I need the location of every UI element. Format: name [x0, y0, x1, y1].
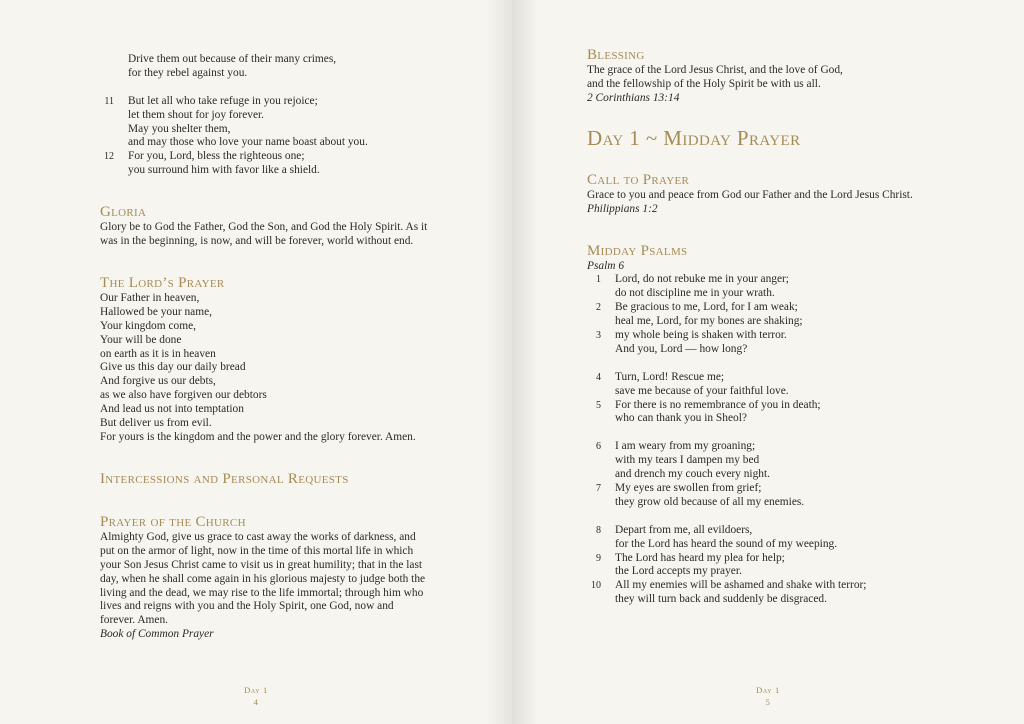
gutter-shadow — [486, 0, 512, 724]
section-heading-prayer-of-the-church: Prayer of the Church — [100, 513, 246, 530]
verse — [100, 95, 445, 151]
verse-line: But let all who take refuge in you rejoice; — [128, 94, 318, 107]
prayer-line: And lead us not into temptation — [100, 403, 244, 416]
source-citation: Book of Common Prayer — [100, 628, 214, 641]
verse — [587, 579, 932, 607]
blessing-line: and the fellowship of the Holy Spirit be with us all. — [587, 77, 821, 90]
verse — [587, 329, 932, 357]
verse — [587, 524, 932, 552]
verse-line: do not discipline me in your wrath. — [615, 287, 775, 300]
verse-number: 11 — [104, 95, 114, 107]
prayer-line: Give us this day our daily bread — [100, 361, 246, 374]
verse-line: I am weary from my groaning; — [615, 440, 756, 453]
page-number: 4 — [253, 697, 259, 707]
verse-line: the Lord accepts my prayer. — [615, 565, 742, 578]
church-prayer-line: Almighty God, give us grace to cast away the works of darkness, and — [100, 530, 416, 543]
verse — [587, 482, 932, 510]
verse-number: 5 — [596, 399, 601, 411]
verse-number: 12 — [104, 151, 114, 163]
church-prayer-line: forever. Amen. — [100, 614, 169, 627]
prayer-line: Your kingdom come, — [100, 319, 196, 332]
verse-line: for they rebel against you. — [128, 66, 248, 79]
church-prayer-line: lives and reigns with you and the Holy Spirit, one God, now and — [100, 600, 394, 613]
verse-line: Turn, Lord! Rescue me; — [615, 370, 725, 383]
church-prayer-line: put on the armor of light, now in the time of this mortal life in which — [100, 544, 414, 557]
left-page-content — [100, 53, 445, 642]
right-page-content — [587, 47, 932, 607]
section-heading-intercessions: Intercessions and Personal Requests — [100, 470, 349, 487]
gloria-line: Glory be to God the Father, God the Son, and God the Holy Spirit. As it — [100, 221, 428, 234]
verse-line: and may those who love your name boast about you. — [128, 136, 368, 149]
verse-number: 1 — [596, 274, 601, 286]
prayer-line: For yours is the kingdom and the power and the glory forever. Amen. — [100, 431, 416, 444]
verse-line: And you, Lord — how long? — [615, 342, 748, 355]
prayer-line: And forgive us our debts, — [100, 375, 216, 388]
prayer-line: Your will be done — [100, 333, 182, 346]
verse — [587, 301, 932, 329]
verse-number: 4 — [596, 371, 601, 383]
verse — [587, 440, 932, 482]
left-page-footer — [0, 684, 512, 708]
verse-line: they grow old because of all my enemies. — [615, 495, 805, 508]
call-line: Grace to you and peace from God our Father and the Lord Jesus Christ. — [587, 188, 913, 201]
verse-line: with my tears I dampen my bed — [615, 454, 760, 467]
church-prayer-line: your Son Jesus Christ came to visit us in great humility; that in the last — [100, 558, 423, 571]
verse-number: 8 — [596, 524, 601, 536]
verse — [587, 371, 932, 399]
page-number: 5 — [765, 697, 771, 707]
verse-line: you surround him with favor like a shield. — [128, 164, 320, 177]
section-heading-call-to-prayer: Call to Prayer — [587, 171, 690, 188]
verse — [100, 53, 445, 81]
source-citation: 2 Corinthians 13:14 — [587, 91, 680, 104]
section-heading-blessing: Blessing — [587, 47, 645, 63]
verse-number: 7 — [596, 483, 601, 494]
verse — [587, 399, 932, 427]
verse-line: for the Lord has heard the sound of my weeping. — [615, 537, 838, 550]
section-heading-gloria: Gloria — [100, 204, 147, 221]
verse-line: let them shout for joy forever. — [128, 108, 265, 121]
verse-number: 3 — [596, 330, 601, 342]
verse-line: Drive them out because of their many crimes, — [128, 53, 337, 65]
verse-number: 6 — [596, 441, 601, 453]
verse — [587, 552, 932, 580]
running-footer: Day 1 — [244, 685, 268, 695]
verse-number: 2 — [596, 302, 601, 314]
verse-line: For there is no remembrance of you in death; — [615, 398, 821, 411]
verse-line: All my enemies will be ashamed and shake with terror; — [615, 579, 867, 592]
prayer-line: on earth as it is in heaven — [100, 347, 216, 360]
church-prayer-line: day, when he shall come again in his glorious majesty to judge both the — [100, 572, 426, 585]
verse-line: and drench my couch every night. — [615, 468, 770, 481]
verse-line: my whole being is shaken with terror. — [615, 329, 787, 342]
prayer-line: But deliver us from evil. — [100, 417, 212, 430]
section-heading-midday-psalms: Midday Psalms — [587, 242, 688, 259]
verse-line: May you shelter them, — [128, 122, 231, 135]
prayer-line: Hallowed be your name, — [100, 305, 212, 318]
running-footer: Day 1 — [756, 685, 780, 695]
section-heading-lords-prayer: The Lord’s Prayer — [100, 274, 225, 291]
verse-line: they will turn back and suddenly be disgraced. — [615, 593, 827, 606]
gutter-shadow — [512, 0, 538, 724]
prayer-line: Our Father in heaven, — [100, 291, 200, 304]
verse-line: save me because of your faithful love. — [615, 384, 789, 397]
verse-number: 10 — [591, 580, 601, 592]
source-citation: Philippians 1:2 — [587, 202, 658, 215]
right-page — [512, 0, 1024, 724]
verse-line: heal me, Lord, for my bones are shaking; — [615, 315, 803, 328]
verse — [100, 150, 445, 178]
verse-line: who can thank you in Sheol? — [615, 412, 747, 425]
verse-line: For you, Lord, bless the righteous one; — [128, 150, 305, 163]
verse — [587, 273, 932, 301]
church-prayer-line: living and the dead, we may rise to the life immortal; through him who — [100, 586, 424, 599]
psalm-title: Psalm 6 — [587, 259, 625, 272]
verse-line: Lord, do not rebuke me in your anger; — [615, 273, 789, 286]
verse-number: 9 — [596, 552, 601, 564]
prayer-line: as we also have forgiven our debtors — [100, 389, 267, 402]
day-title: Day 1 ~ Midday Prayer — [587, 125, 801, 150]
verse-line: My eyes are swollen from grief; — [615, 482, 762, 494]
verse-line: Be gracious to me, Lord, for I am weak; — [615, 301, 798, 314]
gloria-line: was in the beginning, is now, and will be forever, world without end. — [100, 235, 414, 248]
blessing-line: The grace of the Lord Jesus Christ, and the love of God, — [587, 64, 843, 76]
verse-line: The Lord has heard my plea for help; — [615, 551, 785, 564]
verse-line: Depart from me, all evildoers, — [615, 523, 753, 536]
right-page-footer — [512, 684, 1024, 708]
